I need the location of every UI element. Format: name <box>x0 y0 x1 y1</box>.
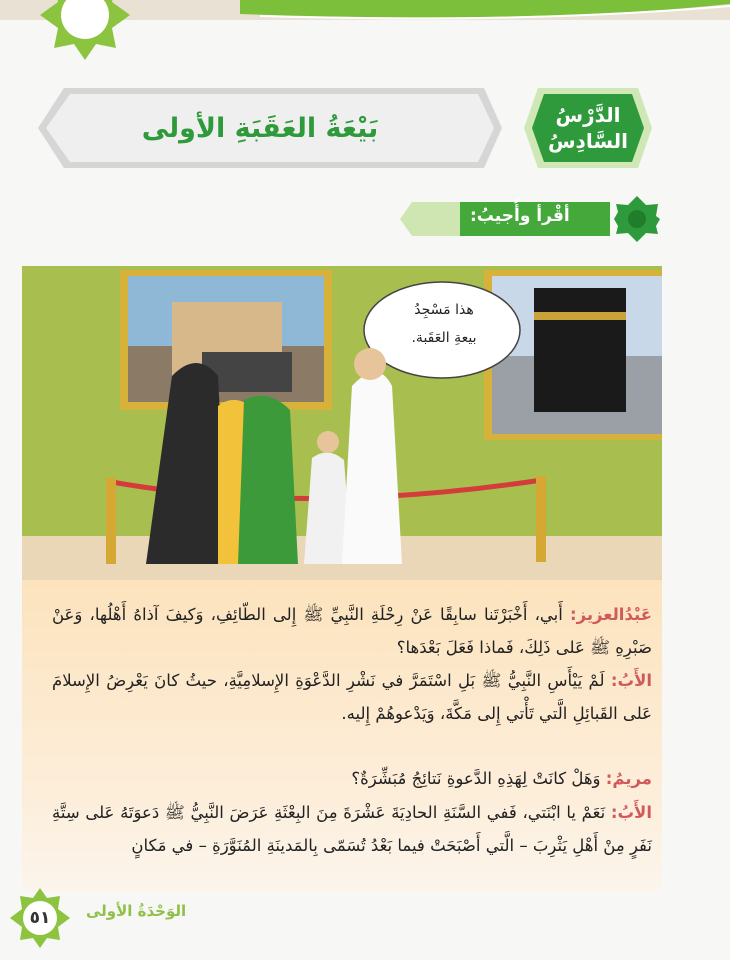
lesson-label: الدَّرْسُ <box>555 103 621 127</box>
dialogue-text: أَبي، أَخْبَرْتَنا سابِقًا عَنْ رِحْلَةِ النَّبِيِّ ﷺ إِلى الطّائِفِ، وَكيفَ آذاهُ أَهْلُها، وَعَنْ صَبْرِهِ ﷺ عَلى ذَلِكَ، فَماذا فَعَلَ بَعْدَها؟ <box>52 605 652 657</box>
museum-scene-illustration <box>22 266 662 582</box>
dialogue-text: وَهَلْ كانَتْ لِهَذِهِ الدَّعوةِ نَتائِجُ مُبَشِّرَةٌ؟ <box>351 769 601 788</box>
corner-star-ornament <box>40 0 130 60</box>
section-heading: أقْرأ وأُجيبُ: <box>470 206 570 226</box>
lesson-number: السَّادِسُ <box>547 129 629 153</box>
speaker-name: الأَبُ: <box>610 671 653 690</box>
speaker-name: الأَبُ: <box>610 803 652 822</box>
speaker-name: عَبْدُالعزيز: <box>569 605 652 624</box>
unit-title: الوَحْدَةُ الأولى <box>86 902 187 920</box>
lesson-title: بَيْعَةُ العَقَبَةِ الأولى <box>141 112 379 144</box>
speech-bubble-text: هذا مَسْجِدُ بيعةِ العَقَبة. <box>411 302 477 346</box>
dialogue-text: لَمْ يَيْأَسِ النَّبِيُّ ﷺ بَلِ اسْتَمَرَّ في نَشْرِ الدَّعْوَةِ الإِسلامِيَّةِ، حيثُ كانَ يَعْرِضُ الإِسلامَ عَلى القَبائِلِ الَّتي تَأْتي إِلى مَكَّةَ، وَيَدْعوهُمْ إِليه. <box>52 671 652 723</box>
dialogue-line <box>52 762 652 795</box>
dialogue-line <box>52 598 652 664</box>
page-number: ٥١ <box>29 908 51 928</box>
dialogue-line <box>52 664 652 730</box>
speaker-name: مريمُ: <box>605 769 652 788</box>
dialogue-text: نَعَمْ يا ابْنَتي، فَفي السَّنَةِ الحادِيَةَ عَشْرَةَ مِنَ البِعْثَةِ عَرَضَ النَّبِيُّ ﷺ دَعوَتَهُ عَلى سِتَّةِ نَفَرٍ مِنْ أَهْلِ يَثْرِبَ – الَّتي أَصْبَحَتْ فيما بَعْدُ تُسَمّى بِالمَدينَةِ المُنَوَّرَةِ – في مَكانٍ <box>52 803 652 855</box>
top-green-wave <box>240 0 730 20</box>
dialogue-line <box>52 796 652 862</box>
